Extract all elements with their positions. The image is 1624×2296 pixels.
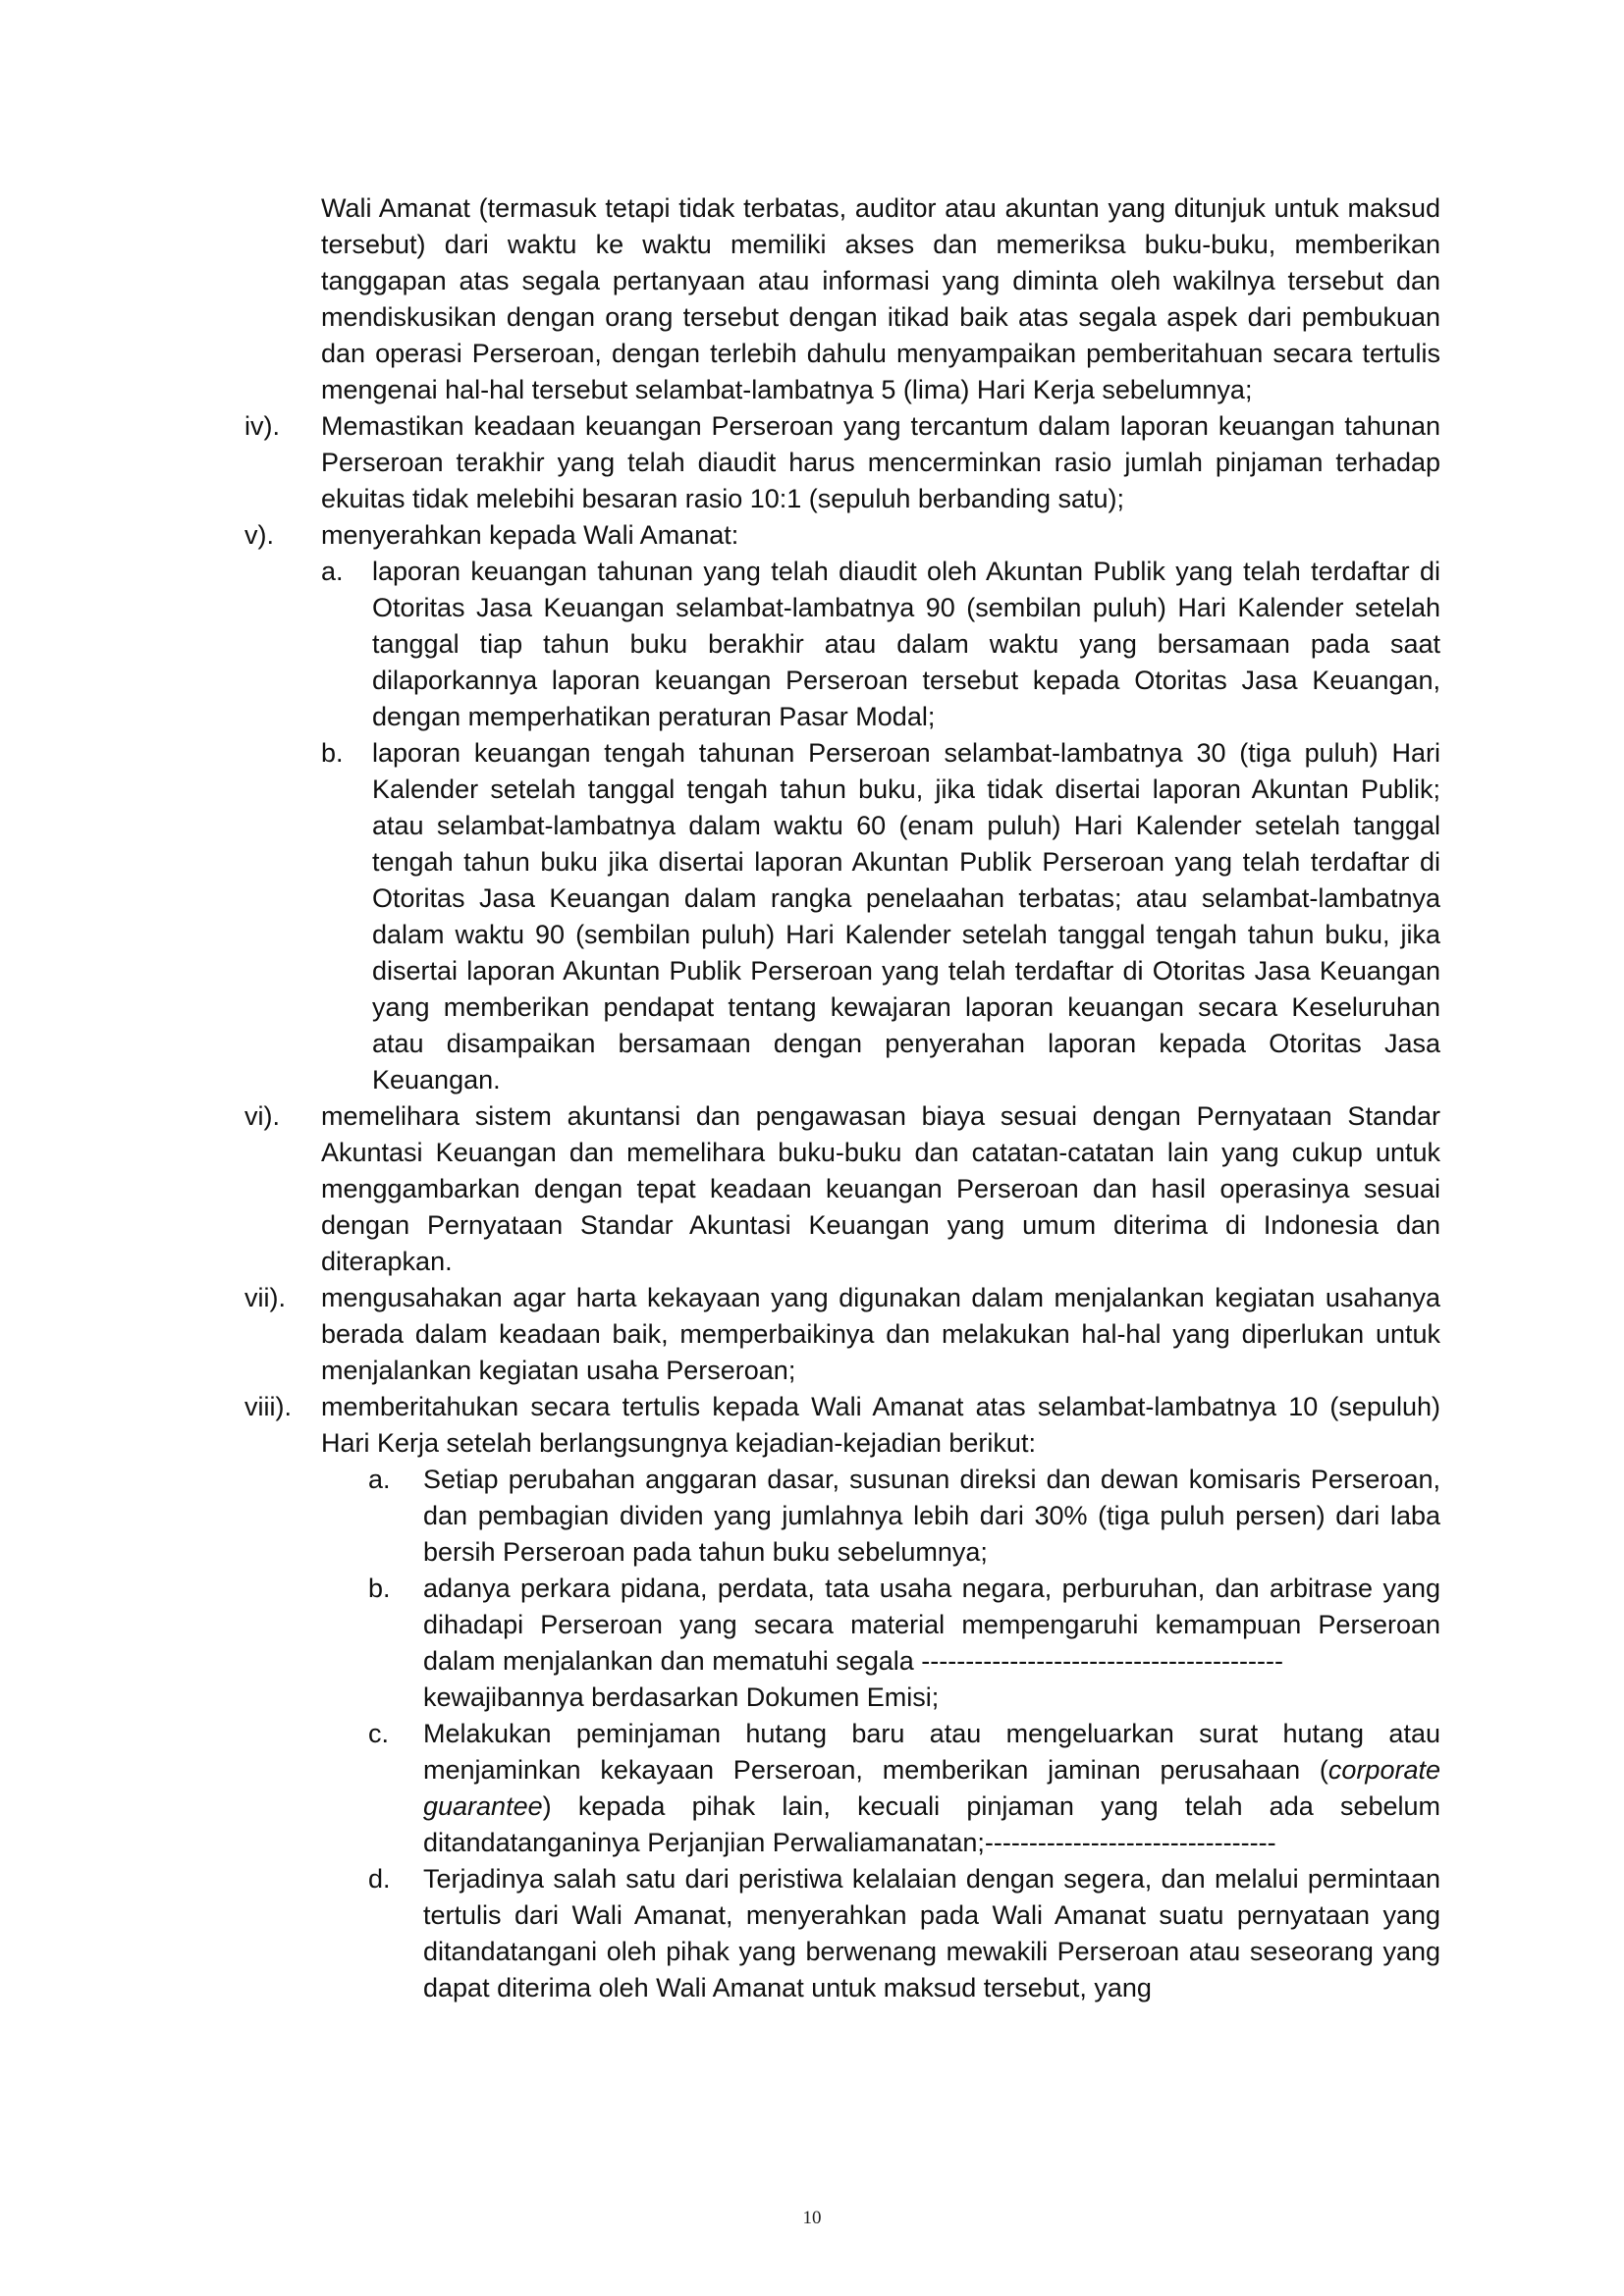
list-item-vii xyxy=(244,1280,1440,1389)
sub-list xyxy=(368,1462,1440,2006)
sub-item-text: Terjadinya salah satu dari peristiwa kelalaian dengan segera, dan melalui permintaan tertulis dari Wali Amanat, menyerahkan pada Wali Amanat suatu pernyataan yang ditandatangani oleh pihak yang berwenang mewakili Perseroan atau seseorang yang dapat diterima oleh Wali Amanat untuk maksud tersebut, yang xyxy=(423,1864,1440,2002)
list-item-viii xyxy=(244,1389,1440,2006)
sub-item-a xyxy=(368,1462,1440,1571)
sub-item-b xyxy=(368,1571,1440,1716)
sub-item-letter: a. xyxy=(321,557,344,586)
item-number: v). xyxy=(244,520,274,550)
page-number: 10 xyxy=(802,2208,822,2228)
sub-item-letter: b. xyxy=(321,738,344,768)
document-body xyxy=(244,190,1440,2006)
sub-item-letter: c. xyxy=(368,1719,390,1748)
sub-item-b xyxy=(321,735,1440,1098)
item-text: mengusahakan agar harta kekayaan yang digunakan dalam menjalankan kegiatan usahanya berada dalam keadaan baik, memperbaikinya dan melakukan hal-hal yang diperlukan untuk menjalankan kegiatan usaha Perseroan; xyxy=(321,1283,1440,1385)
sub-item-italic-term: corporate guarantee xyxy=(423,1755,1440,1821)
item-number: vii). xyxy=(244,1283,286,1312)
sub-item-letter: a. xyxy=(368,1465,391,1494)
sub-item-letter: b. xyxy=(368,1574,391,1603)
list-item-iv xyxy=(244,408,1440,517)
item-text: memberitahukan secara tertulis kepada Wali Amanat atas selambat-lambatnya 10 (sepuluh) Hari Kerja setelah berlangsungnya kejadian-kejadian berikut: xyxy=(321,1392,1440,1458)
sub-item-text-continued: kewajibannya berdasarkan Dokumen Emisi; xyxy=(423,1682,940,1712)
item-number: iv). xyxy=(244,411,280,441)
intro-paragraph: Wali Amanat (termasuk tetapi tidak terbatas, auditor atau akuntan yang ditunjuk untuk maksud tersebut) dari waktu ke waktu memiliki akses dan memeriksa buku-buku, memberikan tanggapan atas segala pertanyaan atau informasi yang diminta oleh wakilnya tersebut dan mendiskusikan dengan orang tersebut dengan itikad baik atas segala aspek dari pembukuan dan operasi Perseroan, dengan terlebih dahulu menyampaikan pemberitahuan secara tertulis mengenai hal-hal tersebut selambat-lambatnya 5 (lima) Hari Kerja sebelumnya; xyxy=(321,193,1440,404)
sub-item-text: Setiap perubahan anggaran dasar, susunan direksi dan dewan komisaris Perseroan, dan pembagian dividen yang jumlahnya lebih dari 30% (tiga puluh persen) dari laba bersih Perseroan pada tahun buku sebelumnya; xyxy=(423,1465,1440,1567)
sub-item-c xyxy=(368,1716,1440,1861)
sub-item-letter: d. xyxy=(368,1864,391,1894)
sub-item-text-tail: ) kepada pihak lain, kecuali pinjaman yang telah ada sebelum ditandatanganinya Perjanjian Perwaliamanatan;--------------------------------- xyxy=(423,1791,1440,1857)
item-text: Memastikan keadaan keuangan Perseroan yang tercantum dalam laporan keuangan tahunan Perseroan terakhir yang telah diaudit harus mencerminkan rasio jumlah pinjaman terhadap ekuitas tidak melebihi besaran rasio 10:1 (sepuluh berbanding satu); xyxy=(321,411,1440,513)
item-text: memelihara sistem akuntansi dan pengawasan biaya sesuai dengan Pernyataan Standar Akuntasi Keuangan dan memelihara buku-buku dan catatan-catatan lain yang cukup untuk menggambarkan dengan tepat keadaan keuangan Perseroan dan hasil operasinya sesuai dengan Pernyataan Standar Akuntasi Keuangan yang umum diterima di Indonesia dan diterapkan. xyxy=(321,1101,1440,1276)
sub-item-text: adanya perkara pidana, perdata, tata usaha negara, perburuhan, dan arbitrase yang dihadapi Perseroan yang secara material mempengaruhi kemampuan Perseroan dalam menjalankan dan mematuhi segala ----------------------------------------- xyxy=(423,1574,1440,1676)
sub-item-text: laporan keuangan tengah tahunan Perseroan selambat-lambatnya 30 (tiga puluh) Hari Kalender setelah tanggal tengah tahun buku, jika tidak disertai laporan Akuntan Publik; atau selambat-lambatnya dalam waktu 60 (enam puluh) Hari Kalender setelah tanggal tengah tahun buku jika disertai laporan Akuntan Publik Perseroan yang telah terdaftar di Otoritas Jasa Keuangan dalam rangka penelaahan terbatas; atau selambat-lambatnya dalam waktu 90 (sembilan puluh) Hari Kalender setelah tanggal tengah tahun buku, jika disertai laporan Akuntan Publik Perseroan yang telah terdaftar di Otoritas Jasa Keuangan yang memberikan pendapat tentang kewajaran laporan keuangan secara Keseluruhan atau disampaikan bersamaan dengan penyerahan laporan kepada Otoritas Jasa Keuangan. xyxy=(372,738,1440,1095)
item-number: viii). xyxy=(244,1392,292,1421)
sub-item-text: Melakukan peminjaman hutang baru atau mengeluarkan surat hutang atau menjaminkan kekayaan Perseroan, memberikan jaminan perusahaan ( xyxy=(423,1719,1440,1785)
item-text: menyerahkan kepada Wali Amanat: xyxy=(321,520,739,550)
list-item-vi xyxy=(244,1098,1440,1280)
sub-item-d xyxy=(368,1861,1440,2006)
sub-item-text: laporan keuangan tahunan yang telah diaudit oleh Akuntan Publik yang telah terdaftar di Otoritas Jasa Keuangan selambat-lambatnya 90 (sembilan puluh) Hari Kalender setelah tanggal tiap tahun buku berakhir atau dalam waktu yang bersamaan pada saat dilaporkannya laporan keuangan Perseroan tersebut kepada Otoritas Jasa Keuangan, dengan memperhatikan peraturan Pasar Modal; xyxy=(372,557,1440,731)
sub-item-a xyxy=(321,554,1440,735)
list-item-v xyxy=(244,517,1440,1098)
item-number: vi). xyxy=(244,1101,280,1131)
sub-list xyxy=(321,554,1440,1098)
